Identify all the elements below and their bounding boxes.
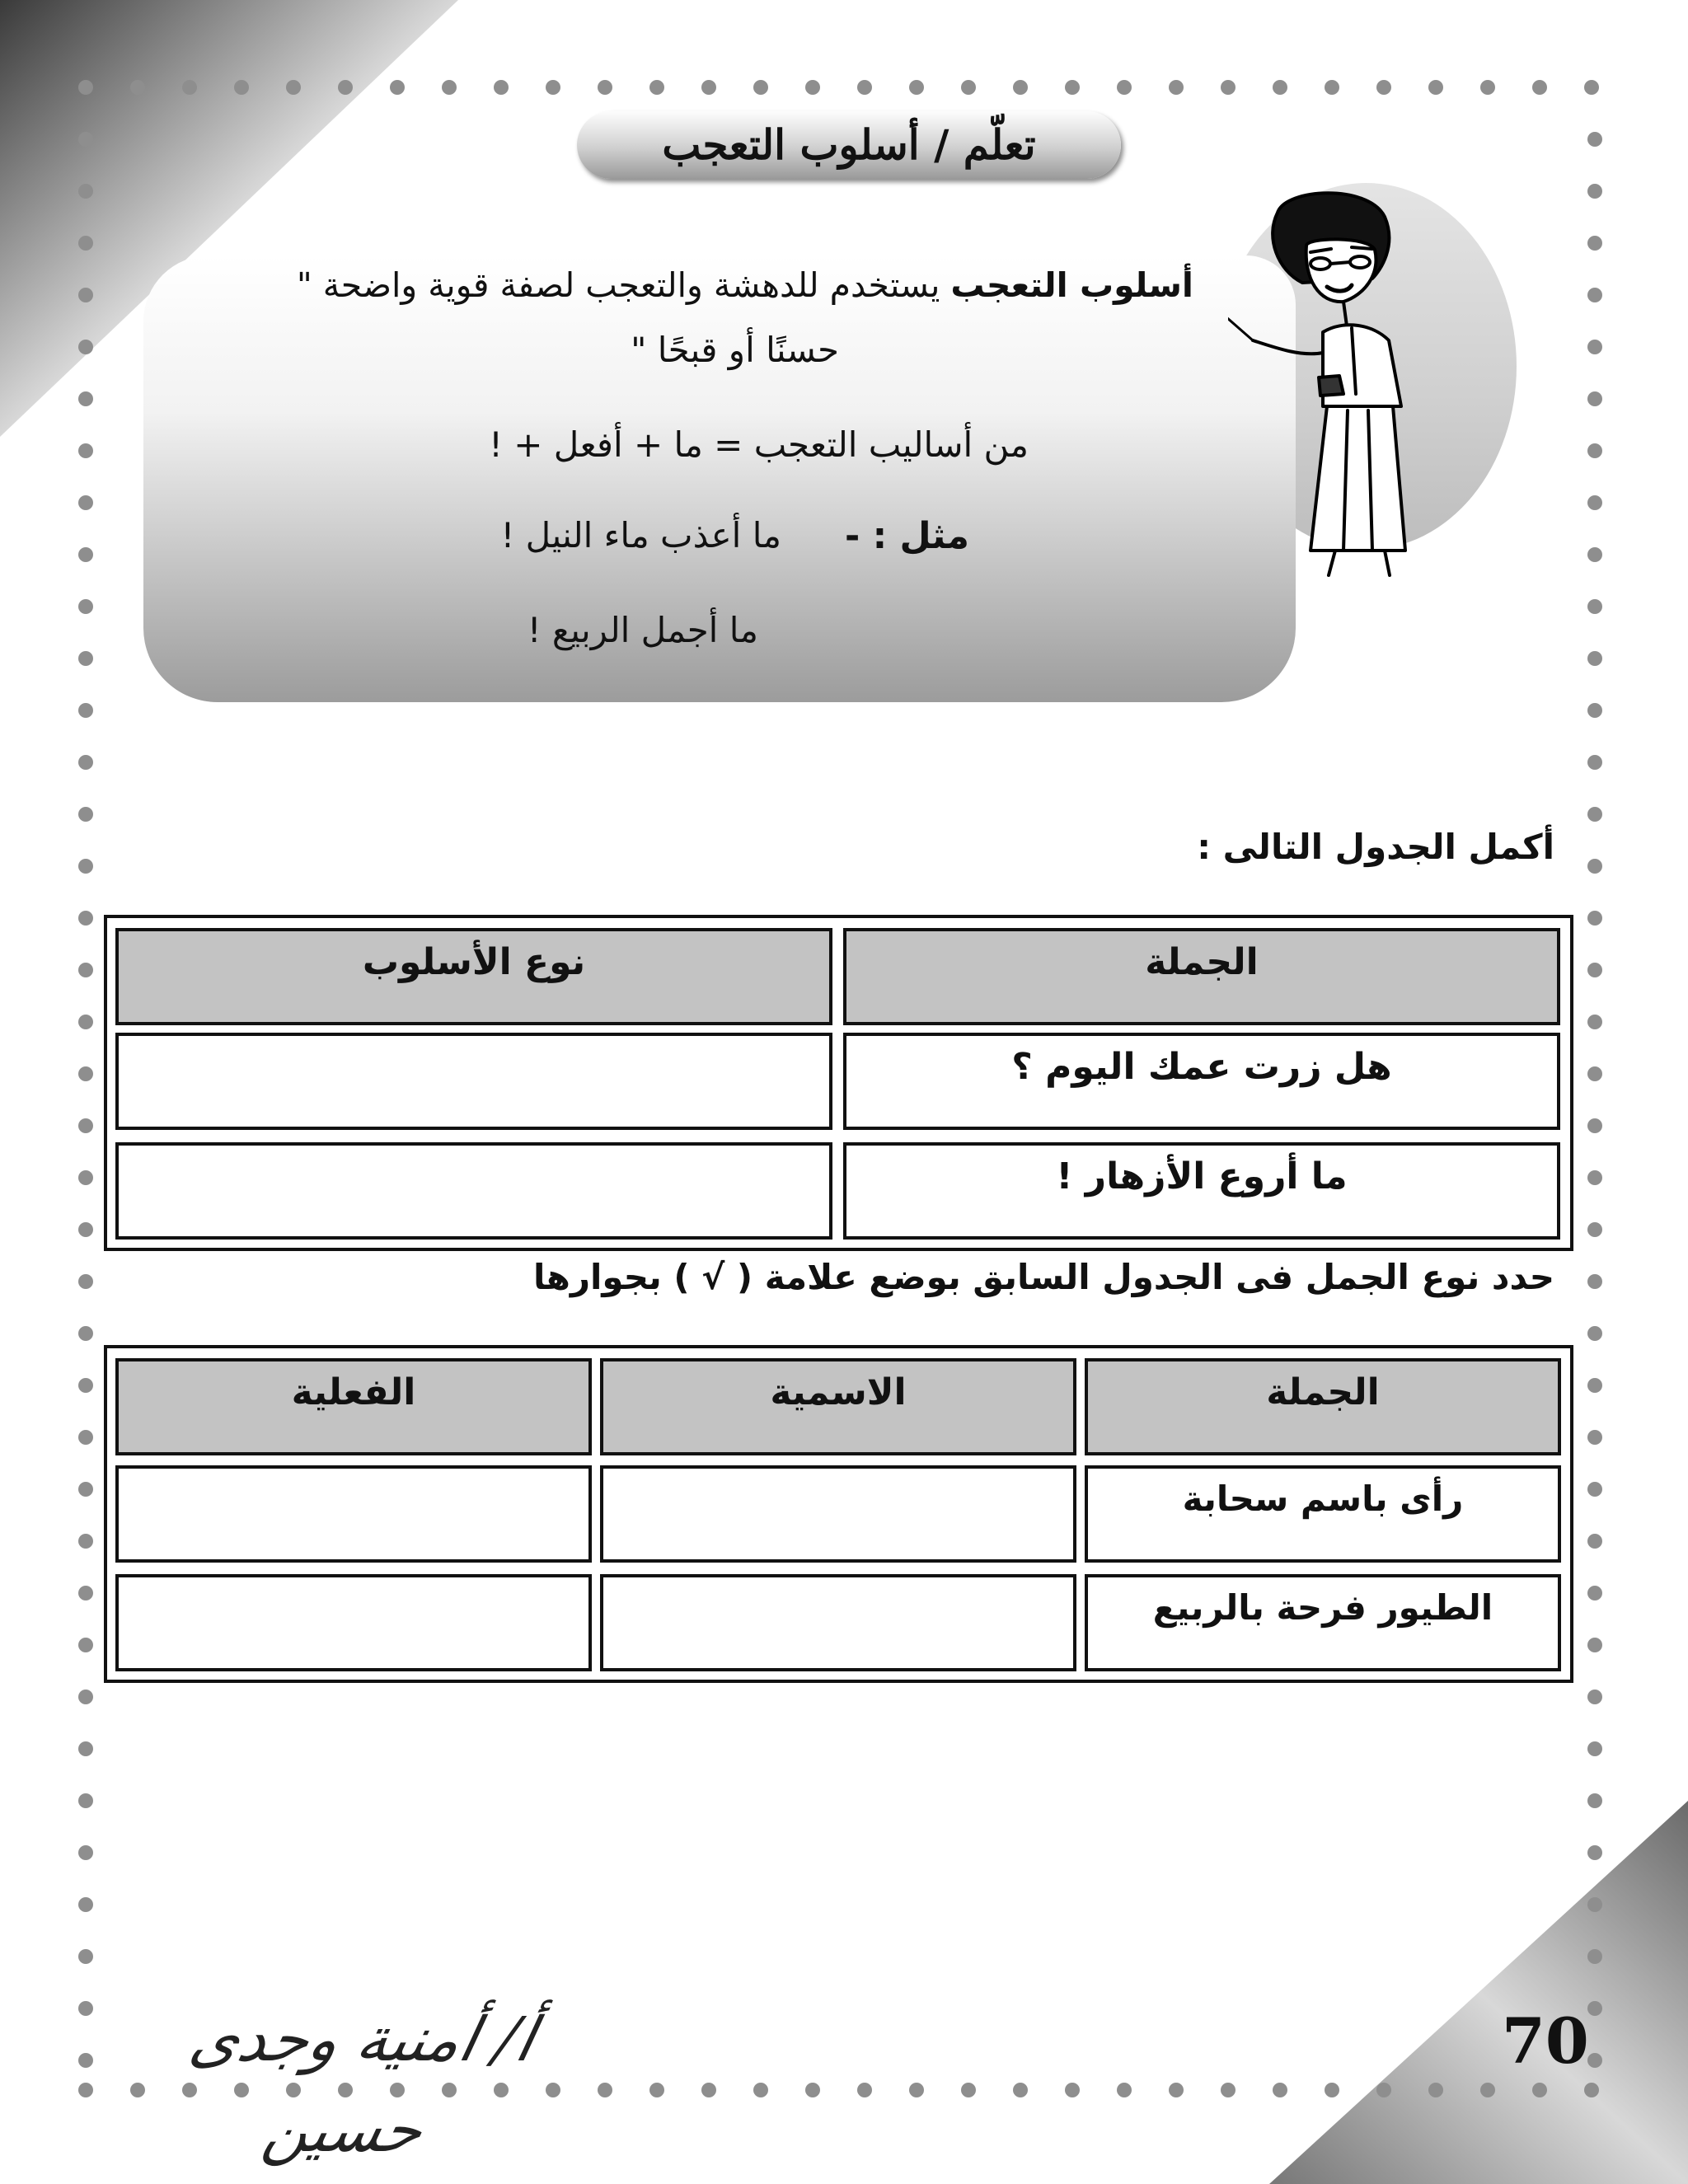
border-dot: [1013, 80, 1028, 95]
border-dot: [1587, 495, 1602, 510]
border-dot: [1587, 1118, 1602, 1133]
border-dot: [1587, 599, 1602, 614]
example-label: مثل : -: [845, 515, 969, 557]
border-dot: [1376, 2083, 1391, 2097]
border-dot: [857, 80, 872, 95]
border-dot: [1325, 2083, 1339, 2097]
border-dot: [1587, 288, 1602, 302]
border-dot: [78, 1015, 93, 1029]
border-dot: [909, 80, 924, 95]
border-dot: [1587, 443, 1602, 458]
table2-header-sentence: الجملة: [1085, 1358, 1561, 1455]
border-dot: [1013, 2083, 1028, 2097]
border-dot: [78, 963, 93, 977]
border-dot: [1584, 80, 1599, 95]
border-dot: [1587, 1274, 1602, 1289]
border-dot: [1428, 80, 1443, 95]
border-dot: [390, 80, 405, 95]
border-dot: [1376, 80, 1391, 95]
border-dot: [1532, 2083, 1547, 2097]
border-dot: [1221, 80, 1236, 95]
border-dot: [234, 80, 249, 95]
border-dot: [1587, 807, 1602, 822]
border-dot: [1065, 80, 1080, 95]
border-dot: [1587, 1378, 1602, 1393]
corner-decoration-bottom-right: [1236, 1801, 1688, 2184]
border-dot: [961, 2083, 976, 2097]
border-dot: [78, 1741, 93, 1756]
border-dot: [1428, 2083, 1443, 2097]
teacher-illustration: [1228, 188, 1459, 579]
border-dot: [1480, 80, 1495, 95]
border-dot: [1587, 184, 1602, 199]
border-dot: [286, 80, 301, 95]
border-dot: [78, 495, 93, 510]
border-dot: [598, 80, 612, 95]
border-dot: [805, 2083, 820, 2097]
border-dot: [1587, 1015, 1602, 1029]
border-dot: [1587, 1170, 1602, 1185]
border-dot: [78, 1378, 93, 1393]
border-dot: [1587, 1534, 1602, 1549]
table2-row1-sentence: رأى باسم سحابة: [1085, 1465, 1561, 1563]
border-dot: [1587, 1949, 1602, 1964]
author-signature: أ/ أمنية وجدى حسين: [184, 2004, 542, 2166]
border-dot: [338, 80, 353, 95]
table2-row1-verbal-check[interactable]: [115, 1465, 592, 1563]
border-dot: [78, 184, 93, 199]
border-dot: [78, 443, 93, 458]
border-dot: [182, 80, 197, 95]
border-dot: [649, 80, 664, 95]
border-dot: [78, 2083, 93, 2097]
border-dot: [78, 547, 93, 562]
border-dot: [78, 1066, 93, 1081]
border-dot: [78, 1534, 93, 1549]
border-dot: [1587, 391, 1602, 406]
border-dot: [78, 340, 93, 354]
border-dot: [1587, 236, 1602, 251]
border-dot: [1273, 2083, 1287, 2097]
border-dot: [1587, 1066, 1602, 1081]
border-dot: [78, 1949, 93, 1964]
border-dot: [1587, 1586, 1602, 1601]
border-dot: [1117, 2083, 1132, 2097]
table1-row1-answer[interactable]: [115, 1033, 832, 1130]
border-dot: [1587, 859, 1602, 874]
border-dot: [1587, 1222, 1602, 1237]
border-dot: [1587, 703, 1602, 718]
border-dot: [1587, 2001, 1602, 2016]
border-dot: [1587, 547, 1602, 562]
border-dot: [78, 1793, 93, 1808]
border-dot: [961, 80, 976, 95]
border-dot: [494, 80, 509, 95]
definition-line-1: [297, 265, 1193, 305]
border-dot: [1532, 80, 1547, 95]
table2-header-nominal: الاسمية: [600, 1358, 1076, 1455]
border-dot: [701, 80, 716, 95]
example-2: ما أجمل الربيع !: [527, 610, 758, 650]
border-dot: [753, 80, 768, 95]
border-dot: [130, 80, 145, 95]
border-dot: [1169, 80, 1184, 95]
border-dot: [1587, 1638, 1602, 1652]
border-dot: [1587, 1690, 1602, 1704]
border-dot: [1587, 963, 1602, 977]
border-dot: [1273, 80, 1287, 95]
border-dot: [649, 2083, 664, 2097]
border-dot: [1587, 1430, 1602, 1445]
border-dot: [78, 1274, 93, 1289]
border-dot: [1587, 1482, 1602, 1497]
border-dot: [78, 651, 93, 666]
border-dot: [546, 80, 560, 95]
border-dot: [78, 911, 93, 926]
exercise1-instruction: أكمل الجدول التالى :: [1197, 827, 1554, 867]
table1-header-sentence: الجملة: [843, 928, 1560, 1025]
border-dot: [1587, 132, 1602, 147]
border-dot: [78, 1482, 93, 1497]
border-dot: [78, 1118, 93, 1133]
page-title: تعلّم / أسلوب التعجب: [577, 111, 1121, 179]
formula: من أساليب التعجب = ما + أفعل + !: [489, 424, 1029, 465]
definition-term: أسلوب التعجب: [950, 265, 1193, 305]
border-dot: [78, 1897, 93, 1912]
border-dot: [1065, 2083, 1080, 2097]
border-dot: [909, 2083, 924, 2097]
border-dot: [442, 80, 457, 95]
border-dot: [78, 132, 93, 147]
exercise2-instruction: حدد نوع الجمل فى الجدول السابق بوضع علامة ( √ ) بجوارها: [532, 1257, 1554, 1297]
border-dot: [78, 2053, 93, 2068]
example-1: ما أعذب ماء النيل !: [500, 515, 781, 555]
table1-row1-sentence: هل زرت عمك اليوم ؟: [843, 1033, 1560, 1130]
table1-header-style-type: نوع الأسلوب: [115, 928, 832, 1025]
border-dot: [598, 2083, 612, 2097]
border-dot: [1587, 755, 1602, 770]
border-dot: [1117, 80, 1132, 95]
border-dot: [78, 1326, 93, 1341]
border-dot: [1587, 1845, 1602, 1860]
border-dot: [1587, 1326, 1602, 1341]
border-dot: [78, 236, 93, 251]
border-dot: [78, 2001, 93, 2016]
border-dot: [1587, 911, 1602, 926]
border-dot: [78, 1638, 93, 1652]
definition-line-2: حسنًا أو قبحًا ": [631, 330, 839, 370]
border-dot: [78, 599, 93, 614]
border-dot: [78, 755, 93, 770]
border-dot: [805, 80, 820, 95]
border-dot: [1587, 1793, 1602, 1808]
border-dot: [1587, 651, 1602, 666]
border-dot: [1587, 2053, 1602, 2068]
border-dot: [78, 1170, 93, 1185]
border-dot: [78, 859, 93, 874]
border-dot: [1169, 2083, 1184, 2097]
page-number: 70: [1502, 2004, 1589, 2078]
table2-row2-nominal-check[interactable]: [600, 1574, 1076, 1671]
table2-row2-sentence: الطيور فرحة بالربيع: [1085, 1574, 1561, 1671]
border-dot: [1587, 1741, 1602, 1756]
table2-row2-verbal-check[interactable]: [115, 1574, 592, 1671]
table2-header-verbal: الفعلية: [115, 1358, 592, 1455]
border-dot: [753, 2083, 768, 2097]
table1-row2-answer[interactable]: [115, 1142, 832, 1240]
border-dot: [1584, 2083, 1599, 2097]
border-dot: [78, 703, 93, 718]
border-dot: [1480, 2083, 1495, 2097]
border-dot: [78, 1222, 93, 1237]
border-dot: [78, 80, 93, 95]
border-dot: [78, 1586, 93, 1601]
table1-row2-sentence: ما أروع الأزهار !: [843, 1142, 1560, 1240]
border-dot: [857, 2083, 872, 2097]
border-dot: [78, 288, 93, 302]
border-dot: [701, 2083, 716, 2097]
border-dot: [78, 1845, 93, 1860]
border-dot: [78, 1690, 93, 1704]
border-dot: [1325, 80, 1339, 95]
border-dot: [78, 807, 93, 822]
border-dot: [1587, 1897, 1602, 1912]
definition-text: يستخدم للدهشة والتعجب لصفة قوية واضحة ": [296, 265, 951, 305]
border-dot: [78, 391, 93, 406]
border-dot: [1587, 340, 1602, 354]
border-dot: [78, 1430, 93, 1445]
border-dot: [1221, 2083, 1236, 2097]
table2-row1-nominal-check[interactable]: [600, 1465, 1076, 1563]
